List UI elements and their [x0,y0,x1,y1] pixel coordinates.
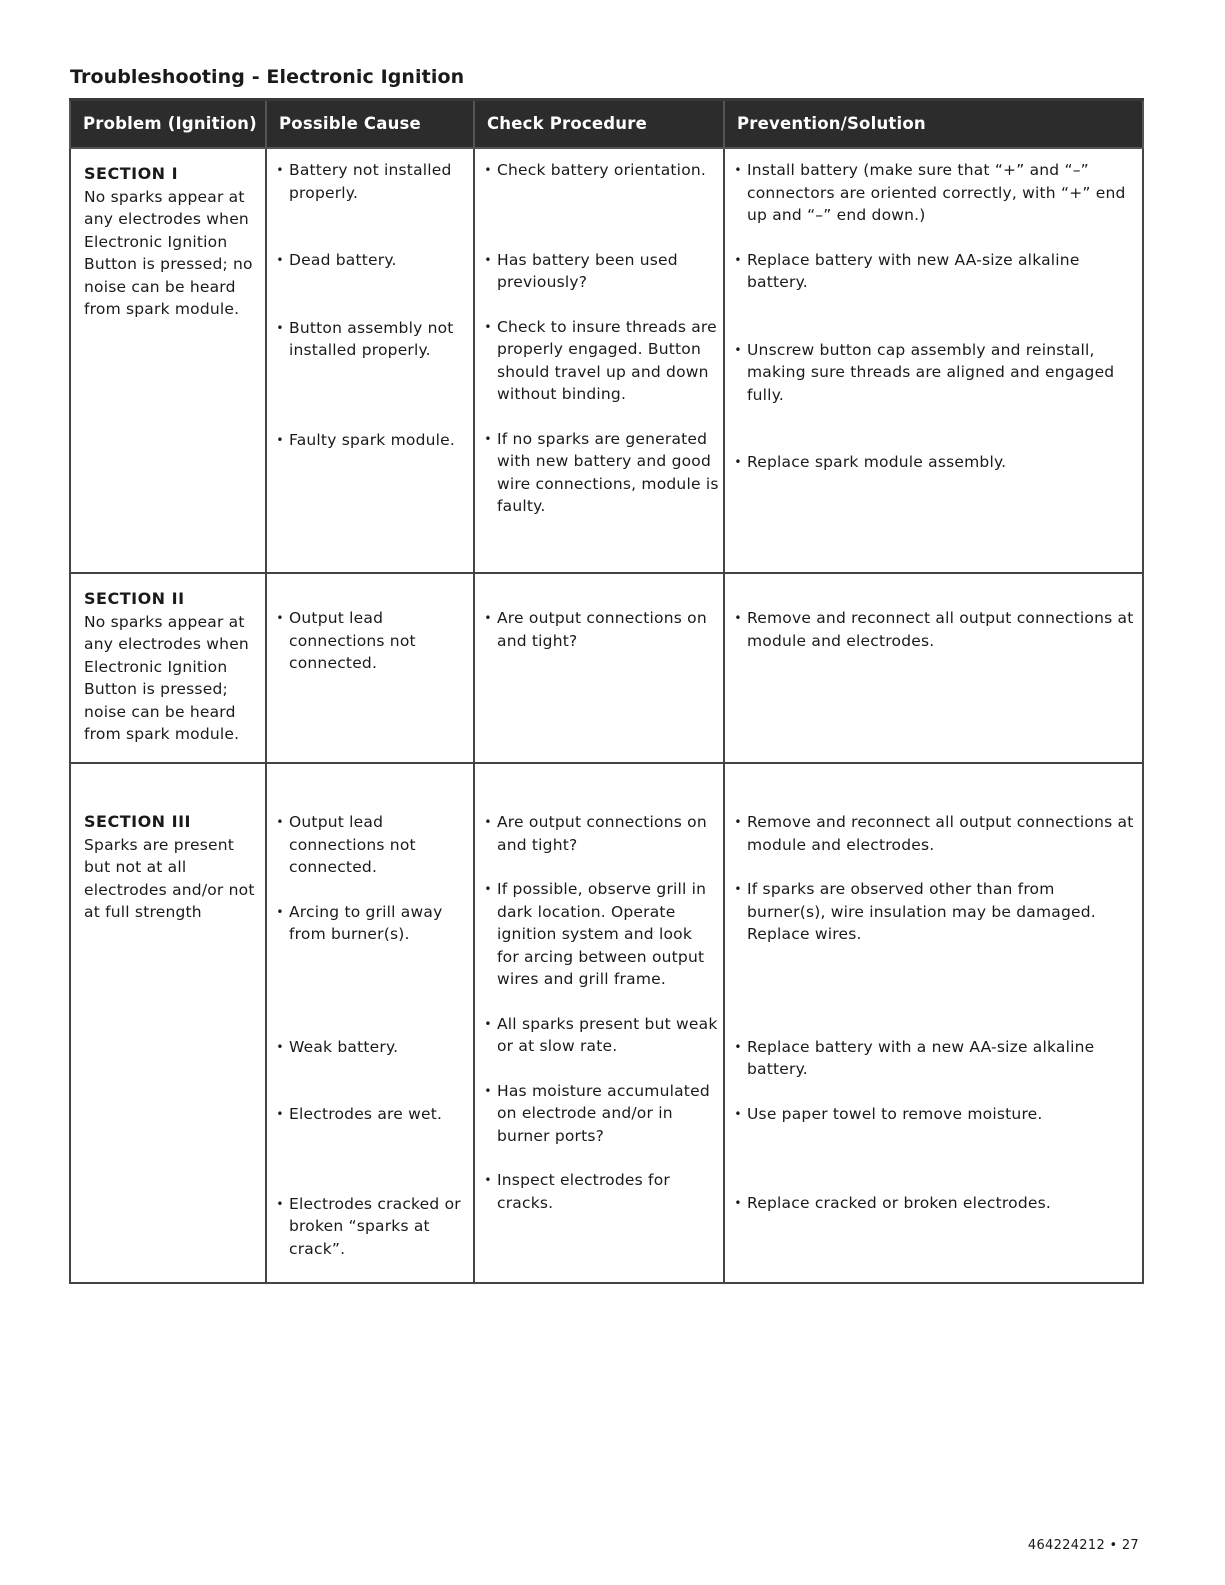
list-item: • Weak battery. [271,1036,469,1059]
section-heading: SECTION II [84,589,185,608]
header-possible-cause: Possible Cause [266,100,474,149]
list-item: • Replace battery with a new AA-size alkaline battery. [729,1036,1138,1081]
solution-text: Install battery (make sure that “+” and “–” connectors are oriented correctly, with “+” end up and “–” end down.) [747,161,1126,224]
cause-text: Output lead connections not connected. [289,813,416,876]
solution-text: Replace cracked or broken electrodes. [747,1194,1051,1212]
cause-text: Faulty spark module. [289,430,456,449]
cause-text: Arcing to grill away from burner(s). [289,902,443,943]
list-item: • If no sparks are generated with new battery and good wire connections, module is faulty. [479,428,719,518]
cause-text: Electrodes cracked or broken “sparks at crack”. [289,1194,461,1258]
list-item: • Electrodes are wet. [271,1103,469,1126]
solution-text: Replace battery with new AA-size alkaline battery. [747,250,1080,291]
solution-text: Unscrew button cap assembly and reinstall, making sure threads are aligned and engaged fully. [747,340,1115,404]
check-cell [474,148,724,573]
table-row-section-2 [70,573,1143,763]
cause-cell [266,148,474,573]
list-item: • Faulty spark module. [271,429,469,452]
cause-text: Dead battery. [289,251,397,269]
list-item: • Check battery orientation. [479,159,719,182]
list-item: • Replace battery with new AA-size alkaline battery. [729,249,1138,294]
check-text: If possible, observe grill in dark location. Operate ignition system and look for arcing between output wires and grill frame. [497,880,707,988]
section-heading: SECTION III [84,812,191,831]
table-header-row [70,100,1143,149]
list-item: • Dead battery. [271,249,469,272]
list-item: • Inspect electrodes for cracks. [479,1169,719,1214]
list-item: • Use paper towel to remove moisture. [729,1103,1138,1126]
list-item: • Remove and reconnect all output connections at module and electrodes. [729,607,1138,652]
check-text: Has moisture accumulated on electrode and/or in burner ports? [497,1081,710,1145]
list-item: • Install battery (make sure that “+” and “–” connectors are oriented correctly, with “+” end up and “–” end down.) [729,159,1138,227]
list-item: • Battery not installed properly. [271,159,469,204]
page-title: Troubleshooting - Electronic Ignition [70,66,465,88]
list-item: • If sparks are observed other than from burner(s), wire insulation may be damaged. Replace wires. [729,878,1138,946]
solution-text: Remove and reconnect all output connections at module and electrodes. [747,813,1134,854]
problem-cell [70,763,266,1283]
header-problem: Problem (Ignition) [70,100,266,149]
list-item: • All sparks present but weak or at slow rate. [479,1013,719,1058]
solution-text: Replace battery with a new AA-size alkaline battery. [747,1037,1095,1078]
check-text: Has battery been used previously? [497,250,678,291]
table-row-section-3 [70,763,1143,1283]
check-text: Check battery orientation. [497,161,707,179]
list-item: • Output lead connections not connected. [271,607,469,675]
check-cell [474,763,724,1283]
problem-cell [70,573,266,763]
list-item: • If possible, observe grill in dark location. Operate ignition system and look for arcing between output wires and grill frame. [479,878,719,991]
solution-text: Use paper towel to remove moisture. [747,1104,1043,1123]
cause-text: Button assembly not installed properly. [289,318,454,359]
check-text: Check to insure threads are properly engaged. Button should travel up and down without binding. [497,317,717,403]
solution-cell [724,148,1143,573]
cause-text: Battery not installed properly. [289,161,452,202]
solution-cell [724,573,1143,763]
section-heading: SECTION I [84,164,179,183]
problem-text: No sparks appear at any electrodes when Electronic Ignition Button is pressed; no noise can be heard from spark module. [84,187,253,318]
list-item: • Replace cracked or broken electrodes. [729,1192,1138,1215]
cause-text: Output lead connections not connected. [289,609,416,672]
check-text: All sparks present but weak or at slow rate. [497,1014,718,1055]
cause-cell [266,573,474,763]
list-item: • Output lead connections not connected. [271,811,469,879]
solution-cell [724,763,1143,1283]
check-cell [474,573,724,763]
list-item: • Are output connections on and tight? [479,607,719,652]
header-check-procedure: Check Procedure [474,100,724,149]
problem-cell [70,148,266,573]
cause-text: Electrodes are wet. [289,1105,443,1123]
list-item: • Has battery been used previously? [479,249,719,294]
list-item: • Has moisture accumulated on electrode and/or in burner ports? [479,1080,719,1148]
list-item: • Check to insure threads are properly engaged. Button should travel up and down without binding. [479,316,719,406]
page-number: 464224212 • 27 [1027,1538,1139,1553]
list-item: • Unscrew button cap assembly and reinstall, making sure threads are aligned and engaged fully. [729,339,1138,407]
list-item: • Replace spark module assembly. [729,451,1138,474]
list-item: • Electrodes cracked or broken “sparks at crack”. [271,1193,469,1261]
problem-text: No sparks appear at any electrodes when Electronic Ignition Button is pressed; noise can be heard from spark module. [84,612,249,743]
list-item: • Button assembly not installed properly. [271,317,469,362]
check-text: If no sparks are generated with new battery and good wire connections, module is faulty. [497,429,719,515]
list-item: • Remove and reconnect all output connections at module and electrodes. [729,811,1138,856]
cause-text: Weak battery. [289,1037,399,1056]
cause-cell [266,763,474,1283]
table-row-section-1 [70,148,1143,573]
check-text: Inspect electrodes for cracks. [497,1171,670,1212]
list-item: • Are output connections on and tight? [479,811,719,856]
list-item: • Arcing to grill away from burner(s). [271,901,469,946]
problem-text: Sparks are present but not at all electrodes and/or not at full strength [84,835,255,921]
troubleshooting-table [69,98,1144,1284]
solution-text: If sparks are observed other than from burner(s), wire insulation may be damaged. Replace wires. [747,880,1096,943]
check-text: Are output connections on and tight? [497,813,707,854]
solution-text: Remove and reconnect all output connections at module and electrodes. [747,609,1134,650]
header-prevention-solution: Prevention/Solution [724,100,1143,149]
check-text: Are output connections on and tight? [497,609,707,650]
solution-text: Replace spark module assembly. [747,453,1007,471]
